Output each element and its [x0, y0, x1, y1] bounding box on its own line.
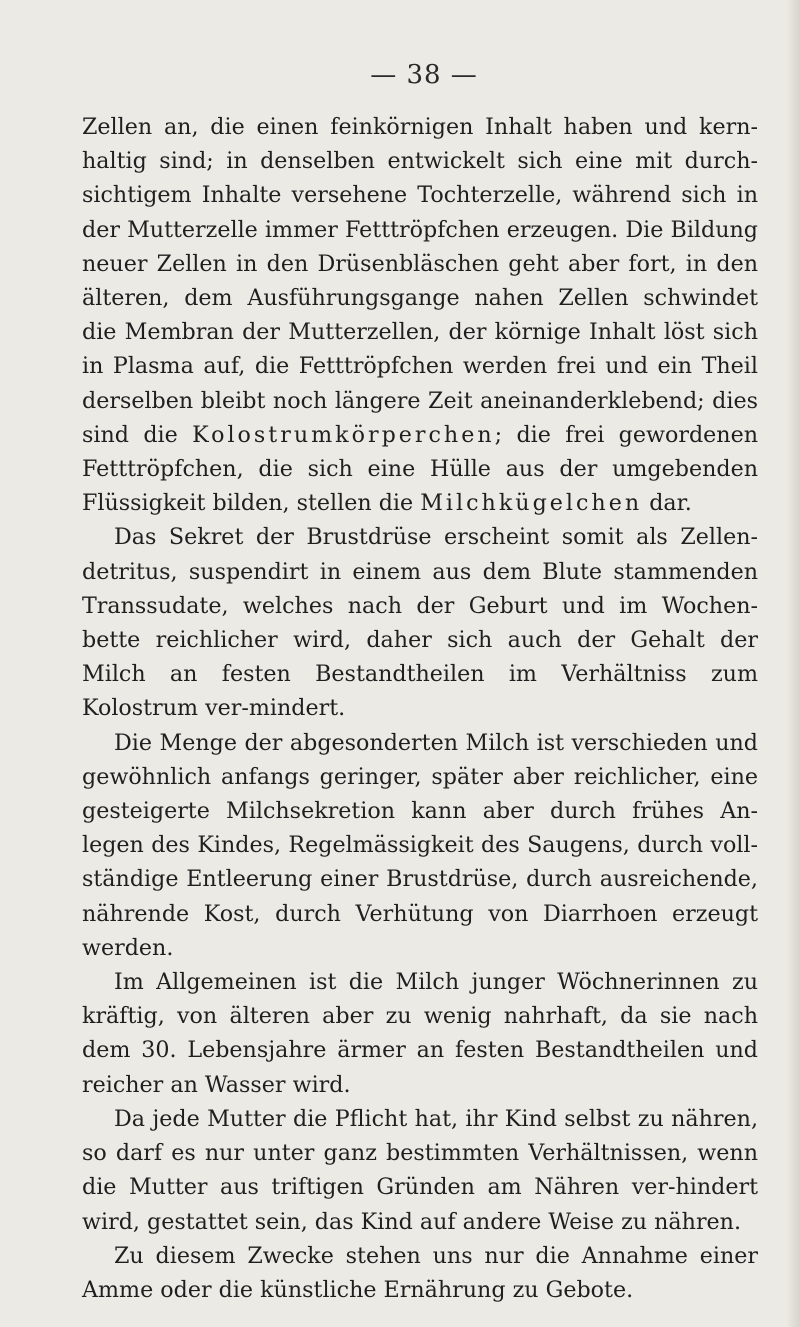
paragraph-1-text-c: dar. — [642, 490, 692, 517]
paragraph-1-text-a: Zellen an, die einen feinkörnigen Inhalt haben und kern-haltig sind; in denselben entwickelt sich eine mit durch-sichtigem Inhalte versehene Tochterzelle, während sich in der Mutterzelle immer Fetttröpfchen erzeugen. Die Bildung neuer Zellen in den Drüsenbläschen geht aber fort, in den älteren, dem Ausführungsgange nahen Zellen schwindet die Membran der Mutterzellen, der körnige Inhalt löst sich in Plasma auf, die Fetttröpfchen werden frei und ein Theil derselben bleibt noch längere Zeit aneinanderklebend; dies sind die — [82, 114, 758, 448]
page-edge-shadow — [786, 0, 800, 1327]
paragraph-2: Das Sekret der Brustdrüse erscheint somit als Zellen-detritus, suspendirt in einem aus dem Blute stammenden Transsudate, welches nach der Geburt und im Wochen-bette reichlicher wird, daher sich auch der Gehalt der Milch an festen Bestandtheilen im Verhältniss zum Kolostrum ver-mindert. — [82, 524, 758, 722]
term-kolostrumkoerperchen: Kolostrumkörperchen — [192, 421, 495, 448]
paragraph-4: Im Allgemeinen ist die Milch junger Wöchnerinnen zu kräftig, von älteren aber zu wenig nahrhaft, da sie nach dem 30. Lebensjahre ärmer an festen Bestandtheilen und reicher an Wasser wird. — [82, 969, 758, 1098]
paragraph-3: Die Menge der abgesonderten Milch ist verschieden und gewöhnlich anfangs geringer, später aber reichlicher, eine gesteigerte Milchsekretion kann aber durch frühes An-legen des Kindes, Regelmässigkeit des Saugens, durch voll-ständige Entleerung einer Brustdrüse, durch ausreichende, nährende Kost, durch Verhütung von Diarrhoen erzeugt werden. — [82, 729, 758, 961]
paragraph-6: Zu diesem Zwecke stehen uns nur die Annahme einer Amme oder die künstliche Ernährung zu Gebote. — [82, 1242, 758, 1303]
paragraph-1-text-b: ; die frei gewordenen Fetttröpfchen, die sich eine Hülle aus der umgebenden Flüssigkeit bilden, stellen die — [82, 421, 758, 517]
paragraph-5: Da jede Mutter die Pflicht hat, ihr Kind selbst zu nähren, so darf es nur unter ganz bestimmten Verhältnissen, wenn die Mutter aus triftigen Gründen am Nähren ver-hindert wird, gestattet sein, das Kind auf andere Weise zu nähren. — [82, 1105, 758, 1235]
page-number: — 38 — — [370, 60, 478, 90]
term-milchkuegelchen: Milchkügelchen — [420, 490, 643, 517]
body-text — [82, 110, 758, 1307]
paragraph-1 — [82, 110, 758, 520]
